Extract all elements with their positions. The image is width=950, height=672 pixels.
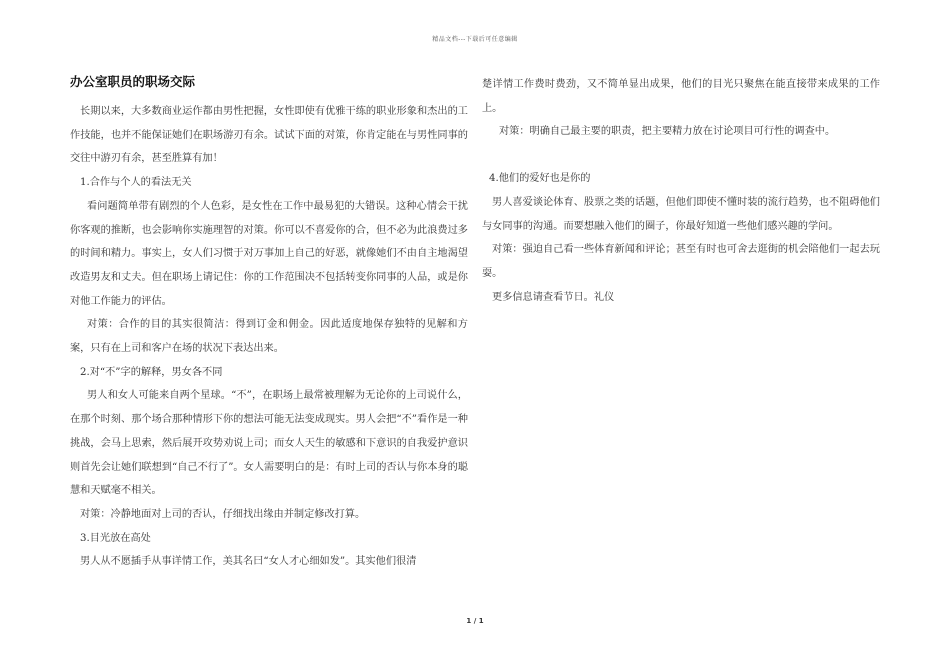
strategy-paragraph: 对策：冷静地面对上司的否认，仔细找出缘由并制定修改打算。 [80, 508, 366, 520]
section-heading-1: 1.合作与个人的看法无关 [80, 177, 192, 189]
strategy-paragraph: 对策：合作的目的其实很简洁：得到订金和佣金。因此适度地保存独特的见解和方案，只有在上司和客户在场的状况下表达出来。 [70, 319, 468, 355]
strategy-paragraph: 对策：明确自己最主要的职责，把主要精力放在讨论项目可行性的调查中。 [499, 126, 836, 138]
right-column [482, 73, 880, 309]
page-number: 1 / 1 [466, 617, 484, 625]
page-header: 精品文档---下载后可任意编辑 [432, 36, 518, 43]
body-paragraph: 看问题简单带有剧烈的个人色彩，是女性在工作中最易犯的大错误。这种心情会干扰你客观的推断，也会影响你实施理智的对策。你可以不喜爱你的合，但不必为此浪费过多的时间和精力。事实上，女人们习惯于对万事加上自己的好恶，就像她们不由自主地渴望改造男友和丈夫。但在职场上请记住：你的工作范围决不包括转变你同事的人品，或是你对他工作能力的评估。 [70, 200, 468, 307]
intro-paragraph: 长期以来，大多数商业运作都由男性把握，女性即使有优雅干练的职业形象和杰出的工作技能，也并不能保证她们在职场游刃有余。试试下面的对策，你肯定能在与男性同事的交往中游刃有余，甚至胜算有加！ [70, 106, 468, 165]
body-paragraph: 楚详情工作费时费劲，又不简单显出成果，他们的目光只聚焦在能直接带来成果的工作上。 [482, 79, 880, 114]
body-paragraph: 男人从不愿插手从事详情工作，美其名曰“女人才心细如发”。其实他们很清 [80, 556, 417, 568]
body-paragraph: 男人喜爱谈论体育、股票之类的话题，但他们即使不懂时装的流行趋势，也不阻碍他们与女同事的沟通。而要想融入他们的圈子，你最好知道一些他们感兴趣的学问。 [482, 196, 880, 232]
document-title: 办公室职员的职场交际 [70, 74, 196, 89]
more-info-paragraph: 更多信息请查看节日。礼仪 [492, 291, 615, 303]
section-heading-4: 4.他们的爱好也是你的 [489, 173, 591, 185]
section-heading-2: 2.对“不”字的解释，男女各不同 [80, 366, 223, 378]
body-paragraph: 男人和女人可能来自两个星球。“不”，在职场上最常被理解为无论你的上司说什么，在那个时刻、那个场合那种情形下你的想法可能无法变成现实。男人会把“不”看作是一种挑战，会马上思索，然后展开攻势劝说上司；而女人天生的敏感和下意识的自我爱护意识则首先会让她们联想到“自己不行了”。女人需要明白的是：有时上司的否认与你本身的聪慧和天赋毫不相关。 [70, 390, 468, 497]
strategy-paragraph: 对策：强迫自己看一些体育新闻和评论；甚至有时也可舍去逛街的机会陪他们一起去玩耍。 [482, 244, 880, 279]
section-heading-3: 3.目光放在高处 [80, 532, 151, 544]
left-column [70, 73, 468, 574]
